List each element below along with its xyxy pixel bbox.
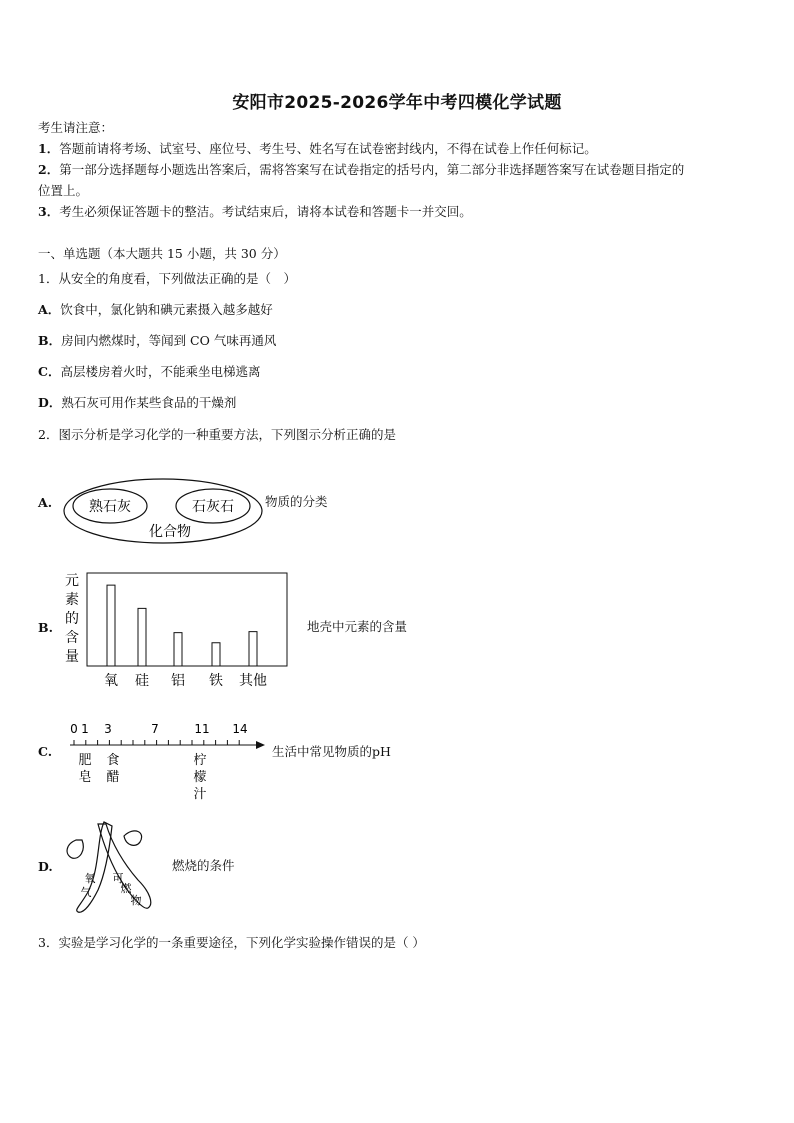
y-axis-label-char: 素 [65, 592, 79, 608]
bar-1 [107, 585, 115, 666]
option-c-caption: 生活中常见物质的pH [272, 744, 391, 759]
option-a-caption: 物质的分类 [265, 494, 328, 509]
ph-tick-label: 14 [232, 722, 248, 736]
ph-tick-label: 0 [70, 722, 78, 736]
left-leaf-shape [67, 840, 83, 858]
option-label: C． [38, 364, 61, 379]
option-text: 房间内燃煤时，等闻到 CO 气味再通风 [61, 333, 277, 348]
category-label: 铝 [171, 673, 185, 689]
y-axis-label-char: 含 [65, 630, 79, 646]
question-1-option-d [38, 395, 236, 411]
notice-item-number: 1． [38, 141, 60, 156]
element-abundance-chart [60, 566, 300, 691]
ph-tick-label: 1 [81, 722, 89, 736]
ph-scale-diagram [60, 720, 270, 805]
classification-diagram [60, 476, 270, 548]
option-text: 熟石灰可用作某些食品的干燥剂 [61, 395, 237, 410]
question-1-option-b [38, 333, 276, 349]
option-d-caption: 燃烧的条件 [172, 858, 235, 873]
bar-4 [212, 643, 220, 666]
bar-group [107, 585, 257, 666]
notice-item-text: 第一部分选择题每小题选出答案后，需将答案写在试卷指定的括号内，第二部分非选择题答案写在试卷题目指定的 [59, 162, 685, 177]
ph-item-char: 汁 [193, 787, 207, 802]
left-stem-char: 氧 [84, 872, 96, 885]
right-stem-char: 物 [130, 894, 142, 907]
ph-tick-label: 3 [104, 722, 112, 736]
right-stem-char: 可 [112, 872, 124, 885]
ph-item-char: 檬 [193, 770, 207, 785]
ph-tick-label: 7 [151, 722, 159, 736]
exam-title: 安阳市2025-2026学年中考四模化学试题 [232, 93, 562, 113]
notice-item-1 [38, 141, 597, 157]
ph-item-char: 肥 [78, 753, 92, 768]
category-label: 铁 [209, 673, 223, 689]
notice-item-number: 3． [38, 204, 60, 219]
option-text: 饮食中，氯化钠和碘元素摄入越多越好 [60, 302, 273, 317]
inner-right-label: 石灰石 [192, 499, 234, 515]
category-label: 硅 [135, 673, 149, 689]
option-label: B． [38, 333, 62, 348]
y-axis-label-char: 元 [65, 573, 79, 589]
bar-2 [138, 608, 146, 666]
category-label: 氧 [104, 673, 118, 689]
question-2-option-d-label: D. [38, 859, 53, 874]
ph-item-char: 醋 [106, 770, 120, 785]
question-1-stem: 1．从安全的角度看，下列做法正确的是（ ） [38, 271, 296, 286]
ph-minor-ticks [74, 740, 239, 745]
notice-item-text: 考生必须保证答题卡的整洁。考试结束后，请将本试卷和答题卡一并交回。 [59, 204, 472, 219]
outer-label: 化合物 [149, 524, 191, 540]
notice-item-3 [38, 204, 472, 220]
ph-tick-label: 11 [194, 722, 210, 736]
option-text: 高层楼房着火时，不能乘坐电梯逃离 [60, 364, 261, 379]
option-label: A． [38, 302, 61, 317]
question-3-stem: 3．实验是学习化学的一条重要途径，下列化学实验操作错误的是（ ） [38, 935, 425, 950]
notice-item-2-continued: 位置上。 [38, 183, 89, 198]
y-axis-label-char: 量 [65, 649, 79, 665]
combustion-conditions-diagram [60, 818, 170, 916]
category-label: 其他 [239, 673, 267, 689]
right-stem-char: 燃 [120, 882, 132, 895]
ph-axis-arrow [256, 741, 265, 749]
bar-label-group [104, 672, 267, 689]
notice-item-text: 答题前请将考场、试室号、座位号、考生号、姓名写在试卷密封线内，不得在试卷上作任何标记。 [59, 141, 597, 156]
bar-5 [249, 632, 257, 666]
question-2-option-a-label: A. [38, 495, 53, 510]
notice-item-2 [38, 162, 684, 178]
section-heading: 一、单选题（本大题共 15 小题，共 30 分） [38, 246, 286, 261]
left-stem-char: 气 [80, 886, 92, 899]
option-b-caption: 地壳中元素的含量 [307, 619, 408, 634]
notice-item-number: 2． [38, 162, 60, 177]
question-1-option-c [38, 364, 260, 380]
question-2-option-c-label: C. [38, 744, 53, 759]
notice-heading: 考生请注意： [38, 120, 114, 135]
bar-3 [174, 633, 182, 666]
question-1-option-a [38, 302, 273, 318]
right-leaf-shape [124, 831, 142, 846]
ph-item-char: 柠 [193, 753, 207, 768]
option-label: D． [38, 395, 62, 410]
ph-item-char: 皂 [78, 770, 92, 785]
y-axis-label-char: 的 [65, 611, 79, 627]
question-2-stem: 2．图示分析是学习化学的一种重要方法，下列图示分析正确的是 [38, 427, 396, 442]
ph-item-char: 食 [106, 753, 120, 768]
inner-left-label: 熟石灰 [89, 499, 131, 515]
question-2-option-b-label: B. [38, 620, 53, 635]
